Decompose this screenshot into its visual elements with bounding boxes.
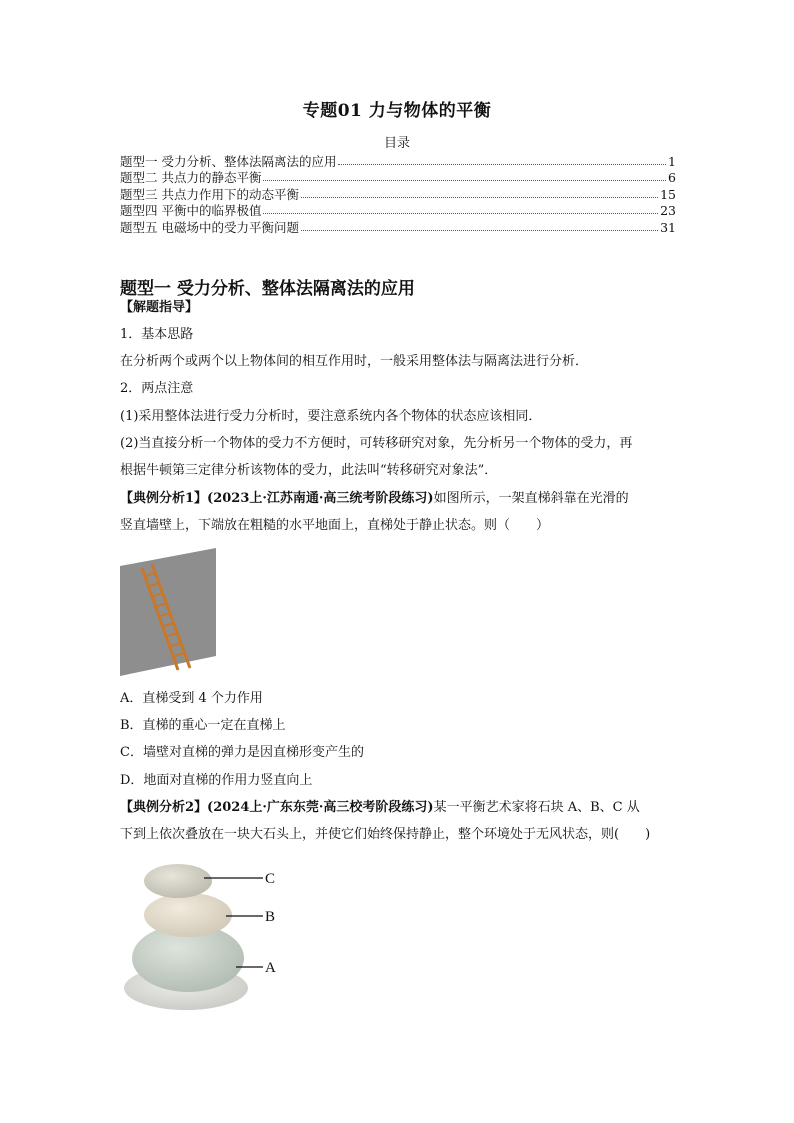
example2-line1 <box>120 800 640 816</box>
example1-text: 如图所示，一架直梯斜靠在光滑的 <box>433 491 629 506</box>
toc-item[interactable] <box>120 169 676 186</box>
label-b: B <box>265 909 276 925</box>
option-d[interactable]: D．地面对直梯的作用力竖直向上 <box>120 773 313 788</box>
toc-item[interactable] <box>120 152 676 169</box>
toc-leader-dots <box>263 213 658 214</box>
toc-item-label: 题型五 电磁场中的受力平衡问题 <box>120 219 299 235</box>
example1-source: (2023上·江苏南通·高三统考阶段练习) <box>207 491 434 506</box>
toc-item-label: 题型三 共点力作用下的动态平衡 <box>120 186 299 202</box>
guide-label: 【解题指导】 <box>120 300 199 315</box>
toc-item-page: 15 <box>660 186 676 202</box>
toc-leader-dots <box>301 230 658 231</box>
example1-line1 <box>120 491 629 507</box>
label-a: A <box>265 960 276 976</box>
point2-title: 2．两点注意 <box>120 381 194 396</box>
toc-item-label: 题型四 平衡中的临界极值 <box>120 203 262 218</box>
option-c[interactable]: C．墙壁对直梯的弹力是因直梯形变产生的 <box>120 745 364 760</box>
example1-line2: 竖直墙壁上，下端放在粗糙的水平地面上，直梯处于静止状态。则（ ） <box>120 518 550 533</box>
toc-item-page: 31 <box>660 219 676 235</box>
example2-line2: 下到上依次叠放在一块大石头上，并使它们始终保持静止，整个环境处于无风状态，则( ) <box>120 827 651 842</box>
table-of-contents <box>120 152 676 235</box>
toc-item-page: 6 <box>668 170 676 185</box>
toc-item[interactable] <box>120 202 676 219</box>
toc-leader-dots <box>301 197 658 198</box>
point2-b-line1: (2)当直接分析一个物体的受力不方便时，可转移研究对象，先分析另一个物体的受力，再 <box>120 436 633 451</box>
point2-b-line2: 根据牛顿第三定律分析该物体的受力，此法叫“转移研究对象法”． <box>120 463 498 478</box>
option-a[interactable]: A．直梯受到 4 个力作用 <box>120 691 263 706</box>
example2-tag: 【典例分析2】 <box>120 800 208 815</box>
ladder-against-wall-figure <box>118 548 224 680</box>
section-heading: 题型一 受力分析、整体法隔离法的应用 <box>120 279 415 299</box>
toc-item-page: 1 <box>668 153 676 169</box>
point1-text: 在分析两个或两个以上物体间的相互作用时，一般采用整体法与隔离法进行分析． <box>120 354 589 369</box>
example2-source: (2024上·广东东莞·高三校考阶段练习) <box>207 800 434 815</box>
label-c: C <box>265 871 276 887</box>
toc-item-page: 23 <box>660 203 676 218</box>
stone-b <box>144 893 232 937</box>
toc-leader-dots <box>263 180 666 181</box>
page-title: 专题01 力与物体的平衡 <box>302 101 492 121</box>
toc-item-label: 题型二 共点力的静态平衡 <box>120 170 262 185</box>
toc-item[interactable] <box>120 218 676 235</box>
option-b[interactable]: B．直梯的重心一定在直梯上 <box>120 718 286 733</box>
toc-item-label: 题型一 受力分析、整体法隔离法的应用 <box>120 153 337 169</box>
point1-title: 1．基本思路 <box>120 327 194 342</box>
example1-tag: 【典例分析1】 <box>120 491 208 506</box>
toc-leader-dots <box>338 164 666 165</box>
toc-heading: 目录 <box>383 136 410 151</box>
point2-a: (1)采用整体法进行受力分析时，要注意系统内各个物体的状态应该相同． <box>120 409 542 424</box>
stone-c <box>144 864 212 898</box>
toc-item[interactable] <box>120 185 676 202</box>
example2-text: 某一平衡艺术家将石块 A、B、C 从 <box>433 800 640 815</box>
stacked-stones-figure <box>118 856 290 1010</box>
